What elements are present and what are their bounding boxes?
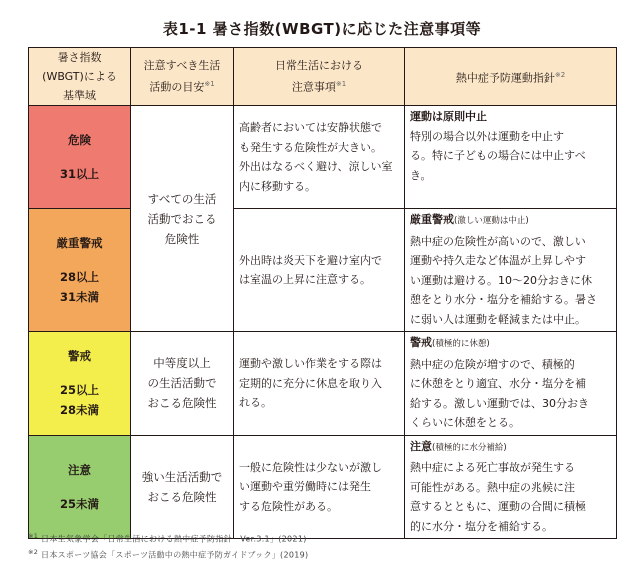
header-line: 日常生活における [275,59,363,73]
header-line: 活動の目安 [149,80,205,94]
level-range: 25未満 [59,496,99,511]
exercise-head: 厳重警戒(激しい運動は中止) [410,213,529,226]
table-row [29,435,617,539]
daily-line: 一般に危険性は少ないが激し [239,460,382,474]
exercise-guideline-cell [405,209,617,332]
daily-line: 外出時は炎天下を避け室内で [239,253,382,267]
exercise-line: 熱中症の危険が増すので、積極的 [410,357,575,371]
daily-line: は室温の上昇に注意する。 [239,273,371,286]
exercise-head: 運動は原則中止 [410,110,487,123]
level-cell-danger [29,106,131,209]
level-name: 厳重警戒 [56,236,103,250]
guide-line: の生活活動で [147,376,217,391]
daily-line: 定期的に充分に休息を取り入 [239,376,382,390]
footnote-mark: ※2 [554,70,566,79]
exercise-line: 熱中症の危険性が高いので、激しい [410,234,586,248]
level-range: 28未満 [59,403,99,418]
daily-line: する危険性がある。 [239,499,338,513]
guide-line: すべての生活 [147,191,217,206]
guide-line: 中等度以上 [153,356,211,371]
exercise-line: 熱中症による死亡事故が発生する [410,461,575,474]
header-row [29,48,617,106]
exercise-line: 運動や持久走など体温が上昇しやす [410,254,586,267]
header-daily-caution [234,48,405,106]
level-name: 警戒 [68,349,91,364]
header-line: 注意すべき生活 [143,59,221,73]
daily-line: 高齢者においては安静状態で [239,121,382,134]
level-cell-severe [29,209,131,332]
level-range: 28以上 [59,270,99,284]
daily-caution-cell [234,332,405,436]
daily-caution-cell [234,209,405,332]
level-range: 31以上 [59,167,99,181]
activity-guide-cell [131,435,234,539]
level-range: 25以上 [59,383,99,398]
activity-guide-cell [131,332,234,436]
exercise-line: い運動は避ける。10～20分おきに休 [410,273,592,287]
guide-line: おこる危険性 [147,396,217,411]
footnote-mark: ※1 [335,80,347,89]
exercise-line: くらいに休憩をとる。 [410,416,520,429]
table-row [29,209,617,332]
level-cell-caution [29,435,131,539]
daily-line: い運動や重労働時には発生 [239,480,371,493]
header-line: 暑さ指数 [57,51,102,64]
exercise-line: 特別の場合以外は運動を中止す [410,129,564,143]
daily-line: 外出はなるべく避け、涼しい室 [239,160,393,173]
exercise-guideline-cell [405,106,617,209]
level-range: 31未満 [59,290,99,304]
daily-line: れる。 [239,396,272,409]
exercise-head: 警戒(積極的に休憩) [410,336,490,349]
guide-line: 危険性 [164,231,200,246]
exercise-guideline-cell [405,332,617,436]
level-cell-warning [29,332,131,436]
daily-line: 内に移動する。 [239,179,316,193]
header-line: 熱中症予防運動指針 [455,71,555,85]
header-line: (WBGT)による [42,70,117,83]
exercise-line: 的に水分・塩分を補給する。 [410,519,553,533]
exercise-line: 可能性がある。熱中症の兆候に注 [410,480,575,494]
exercise-line: き。 [410,168,432,182]
exercise-head: 注意(積極的に水分補給) [410,439,507,453]
footnote-1: $^{※1}$ 日本生気象学会「日常生活における熱中症予防指針 Ver.3.1」(2021) [28,532,307,544]
header-line: 注意事項 [291,80,336,94]
exercise-line: 給する。激しい運動では、30分おき [410,396,589,410]
level-name: 危険 [68,133,91,147]
table-title: 表1-1 暑さ指数(WBGT)に応じた注意事項等 [162,20,482,38]
table-row [29,332,617,436]
header-exercise-guideline [405,48,617,106]
guide-line: おこる危険性 [147,489,217,504]
level-name: 注意 [68,462,91,477]
exercise-guideline-cell [405,435,617,539]
daily-line: 運動や激しい作業をする際は [239,357,382,370]
guide-line: 活動でおこる [147,211,217,226]
exercise-line: る。特に子どもの場合には中止すべ [410,149,586,162]
table-row [29,106,617,209]
header-line: 基準域 [63,89,96,102]
guide-line: 強い生活活動で [141,469,223,484]
activity-guide-cell [131,106,234,332]
daily-line: も発生する危険性が大きい。 [239,140,382,154]
daily-caution-cell [234,106,405,209]
footnote-mark: ※1 [204,80,215,89]
exercise-line: に弱い人は運動を軽減または中止。 [410,312,586,326]
header-wbgt-range [29,48,131,106]
wbgt-table [28,47,617,539]
exercise-line: 意するとともに、運動の合間に積極 [410,500,586,513]
exercise-line: に休憩をとり適宜、水分・塩分を補 [410,377,586,390]
exercise-line: 憩をとり水分・塩分を補給する。暑さ [410,293,597,306]
footnote-2: $^{※2}$ 日本スポーツ協会「スポーツ活動中の熱中症予防ガイドブック」(2019) [28,548,309,560]
header-activity-guide [131,48,234,106]
daily-caution-cell [234,435,405,539]
